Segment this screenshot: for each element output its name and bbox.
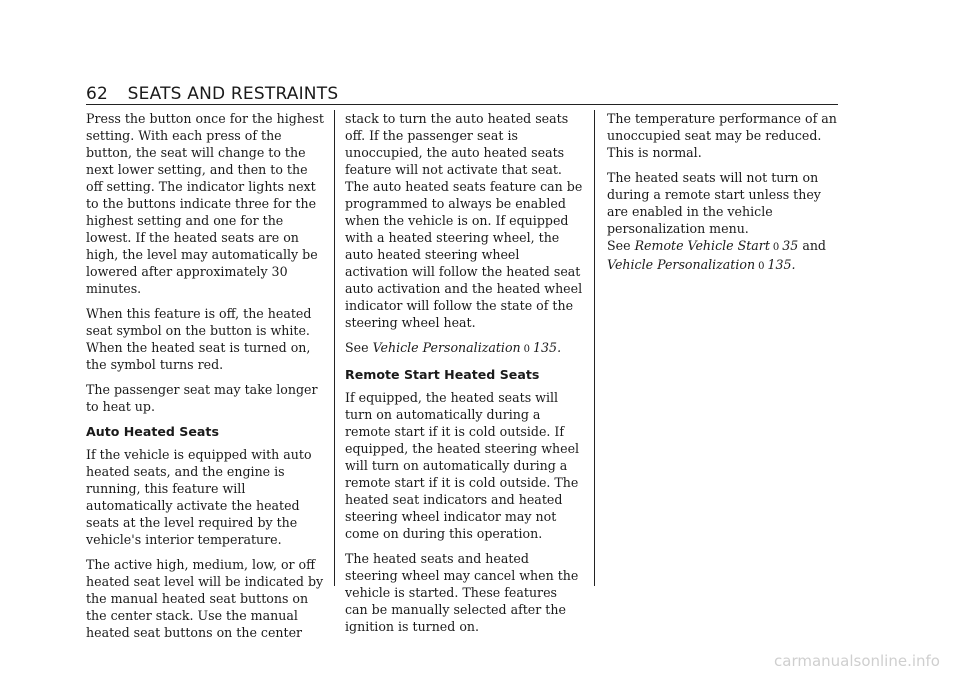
- header-rule: [86, 104, 838, 105]
- section-title: SEATS AND RESTRAINTS: [127, 84, 339, 104]
- column-3: [607, 110, 837, 283]
- page-ref[interactable]: 135.: [767, 257, 796, 272]
- column-divider: [334, 110, 335, 586]
- cross-reference: [345, 339, 583, 358]
- column-divider: [594, 110, 595, 586]
- see-label: See: [607, 238, 631, 253]
- paragraph: Press the button once for the highest setting. With each press of the button, the seat will change to the next lower setting, and then to the off setting. The indicator lights next to the buttons indicate three for the highest setting and one for the lowest. If the heated seats are on high, the level may automatically be lowered after approximately 30 minutes.: [86, 111, 324, 296]
- link-remote-vehicle-start[interactable]: Remote Vehicle Start: [634, 238, 770, 253]
- see-label: See: [345, 340, 369, 355]
- section-heading-auto-heated-seats: Auto Heated Seats: [86, 424, 219, 439]
- watermark: carmanualsonline.info: [774, 652, 940, 670]
- paragraph: When this feature is off, the heated seat symbol on the button is white. When the heated seat is turned on, the symbol turns red.: [86, 306, 312, 372]
- link-vehicle-personalization[interactable]: Vehicle Personalization: [607, 257, 756, 272]
- paragraph: The active high, medium, low, or off heated seat level will be indicated by the manual heated seat buttons on the center stack. Use the manual heated seat buttons on the center: [86, 557, 324, 640]
- paragraph: The temperature performance of an unoccupied seat may be reduced. This is normal.: [607, 111, 837, 160]
- paragraph: The passenger seat may take longer to heat up.: [86, 382, 318, 414]
- page-arrow-icon: 0: [758, 261, 765, 272]
- page-arrow-icon: 0: [523, 344, 531, 355]
- paragraph: stack to turn the auto heated seats off. If the passenger seat is unoccupied, the auto heated seats feature will not activate that seat. The auto heated seats feature can be programmed to always be enabled when the vehicle is on. If equipped with a heated steering wheel, the auto heated steering wheel activation will follow the heated seat auto activation and the heated wheel indicator will follow the state of the steering wheel heat.: [345, 111, 583, 330]
- page-arrow-icon: 0: [772, 242, 780, 253]
- paragraph: The heated seats and heated steering wheel may cancel when the vehicle is started. These features can be manually selected after the ignition is turned on.: [345, 551, 579, 634]
- page-header: [86, 84, 338, 104]
- page-ref[interactable]: 135.: [533, 340, 562, 355]
- paragraph: If equipped, the heated seats will turn on automatically during a remote start if it is cold outside. If equipped, the heated steering wheel will turn on automatically during a remote start if it is cold outside. The heated seat indicators and heated steering wheel indicator may not come on during this operation.: [345, 390, 580, 541]
- paragraph: If the vehicle is equipped with auto heated seats, and the engine is running, this feature will automatically activate the heated seats at the level required by the vehicle's interior temperature.: [86, 447, 312, 547]
- paragraph: The heated seats will not turn on during a remote start unless they are enabled in the vehicle personalization menu.: [607, 170, 821, 236]
- page-number: 62: [86, 84, 109, 104]
- page-ref[interactable]: 35: [782, 238, 799, 253]
- column-2: [345, 110, 583, 643]
- link-vehicle-personalization[interactable]: Vehicle Personalization: [372, 340, 521, 355]
- column-1: [86, 110, 326, 649]
- section-heading-remote-start-heated-seats: Remote Start Heated Seats: [345, 367, 540, 382]
- cross-reference: [607, 237, 837, 275]
- and-label: and: [802, 238, 826, 253]
